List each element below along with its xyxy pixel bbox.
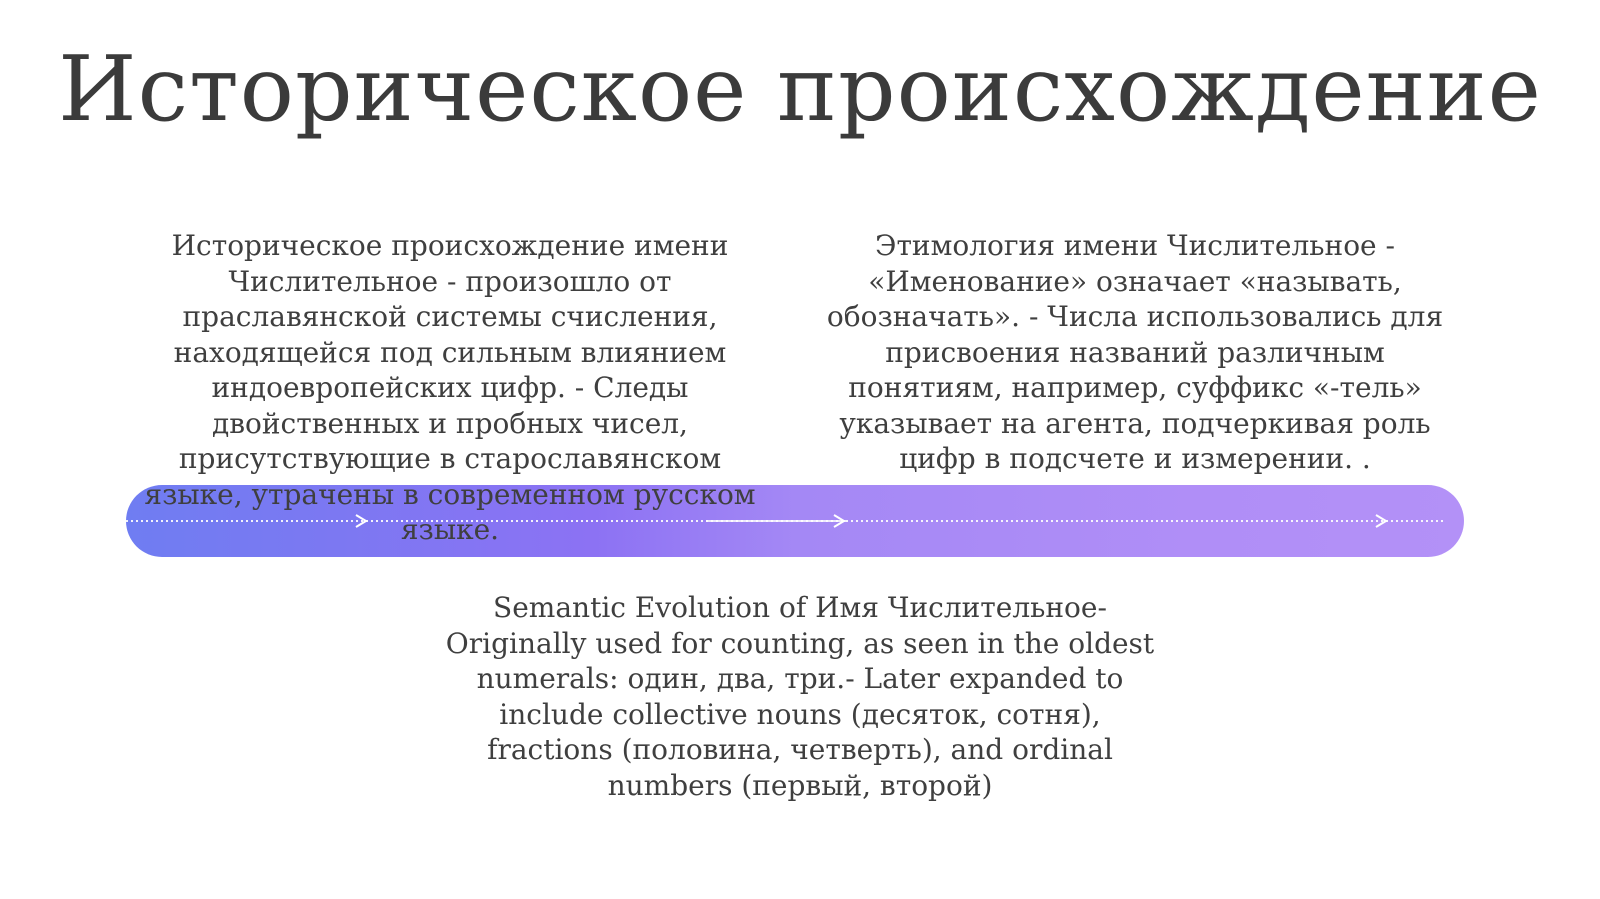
text-block-semantic-evolution: Semantic Evolution of Имя Числительное- Originally used for counting, as seen in the oldest numerals: один, два, три.- Later expanded to include collective nouns (десяток, сотня), fractions (половина, четверть), and ordinal numbers (первый, второй) — [445, 591, 1155, 802]
text-block-etymology: Этимология имени Числительное - «Именование» означает «называть, обозначать». - Числа использовались для присвоения названий различным понятиям, например, суффикс «-тель» указывает на агента, подчеркивая роль цифр в подсчете и измерении. . — [826, 229, 1444, 475]
slide-title: Историческое происхождение — [58, 37, 1542, 142]
text-block-origin: Историческое происхождение имени Числительное - произошло от праславянской системы счисления, находящейся под сильным влиянием индоевропейских цифр. - Следы двойственных и пробных чисел, присутствующие в старославянском языке, утрачены в современном русском языке. — [144, 229, 756, 546]
